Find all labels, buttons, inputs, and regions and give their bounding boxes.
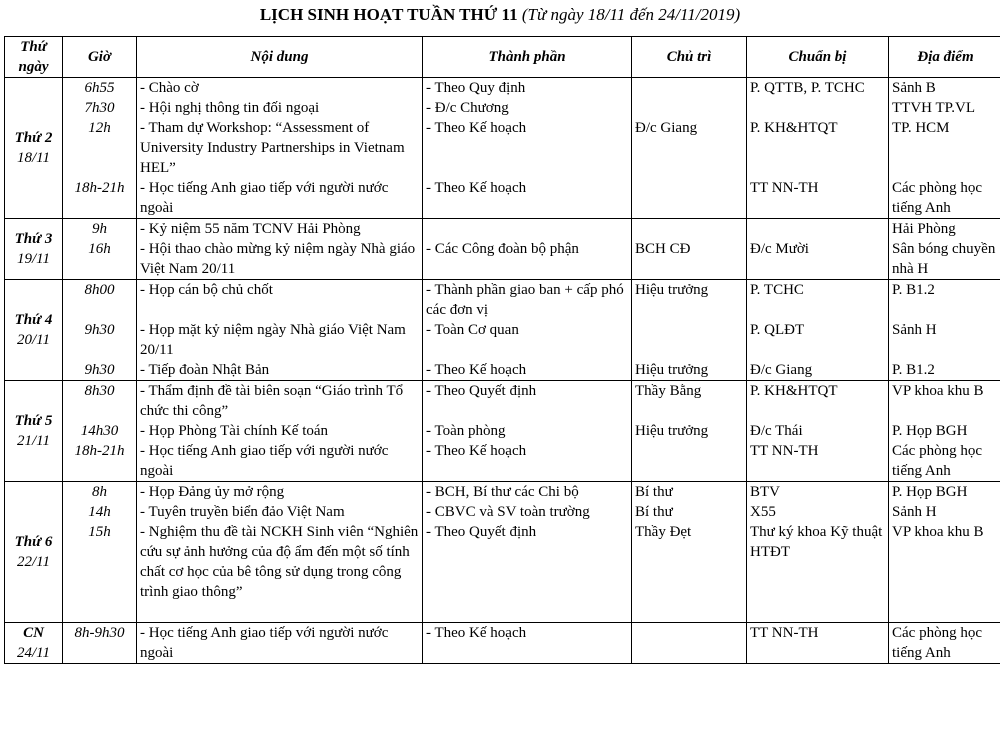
schedule-body <box>5 78 1000 664</box>
event-chair: Đ/c Giang <box>635 120 698 136</box>
event-location-cell <box>889 280 1000 381</box>
event-preparation-cell <box>747 482 889 623</box>
event-content: - Họp Phòng Tài chính Kế toán <box>140 423 329 439</box>
day-name: Thứ 4 <box>14 312 53 328</box>
event-participants: - Theo Kế hoạch <box>426 180 527 196</box>
day-row <box>5 381 1000 482</box>
event-preparation: TT NN-TH <box>750 625 819 641</box>
event-location-cell <box>889 381 1000 482</box>
event-preparation: Thư ký khoa Kỹ thuật HTĐT <box>750 524 883 560</box>
day-date: 24/11 <box>16 645 51 661</box>
event-content-cell <box>137 280 423 381</box>
event-chair <box>635 441 743 481</box>
event-chair <box>635 78 743 98</box>
event-chair <box>635 98 743 118</box>
event-participants: - Toàn phòng <box>426 423 506 439</box>
event-time: 12h <box>88 120 111 136</box>
event-location: VP khoa khu B <box>892 524 984 540</box>
event-location: Các phòng học tiếng Anh <box>892 443 982 479</box>
event-time: 18h-21h <box>74 180 125 196</box>
event-participants-cell <box>423 623 632 664</box>
event-time-cell <box>63 381 137 482</box>
header-preparation: Chuẩn bị <box>747 37 889 78</box>
event-chair-cell <box>632 381 747 482</box>
event-time: 8h <box>92 484 107 500</box>
day-date: 22/11 <box>16 554 51 570</box>
event-location: Các phòng học tiếng Anh <box>892 180 982 216</box>
event-chair <box>635 320 743 360</box>
day-row <box>5 482 1000 623</box>
event-location: P. B1.2 <box>892 282 935 298</box>
event-content: - Học tiếng Anh giao tiếp với người nước ngoài <box>140 443 389 479</box>
day-name: CN <box>23 625 44 641</box>
event-preparation: P. KH&HTQT <box>750 120 838 136</box>
event-chair <box>635 623 743 663</box>
event-chair <box>635 219 743 239</box>
title-main: LỊCH SINH HOẠT TUẦN THỨ 11 <box>259 5 518 24</box>
event-chair: Hiệu trưởng <box>635 362 709 378</box>
event-preparation: TT NN-TH <box>750 443 819 459</box>
event-content: - Hội thao chào mừng kỷ niệm ngày Nhà giáo Việt Nam 20/11 <box>140 241 416 277</box>
event-location-cell <box>889 482 1000 623</box>
event-chair: Hiệu trưởng <box>635 423 709 439</box>
day-row <box>5 78 1000 219</box>
event-preparation-cell <box>747 78 889 219</box>
day-cell <box>5 219 63 280</box>
event-content-cell <box>137 78 423 219</box>
event-preparation <box>750 98 885 118</box>
event-chair-cell <box>632 219 747 280</box>
day-name: Thứ 2 <box>14 130 53 146</box>
event-preparation-cell <box>747 219 889 280</box>
event-preparation: BTV <box>750 484 780 500</box>
day-date: 18/11 <box>16 150 51 166</box>
event-preparation: Đ/c Mười <box>750 241 809 257</box>
event-participants: - Theo Quy định <box>426 80 526 96</box>
event-preparation-cell <box>747 623 889 664</box>
event-preparation: TT NN-TH <box>750 180 819 196</box>
event-time: 7h30 <box>84 100 115 116</box>
header-chair: Chủ trì <box>632 37 747 78</box>
day-cell <box>5 381 63 482</box>
event-content: - Tuyên truyền biển đảo Việt Nam <box>140 504 345 520</box>
event-location: P. Họp BGH <box>892 423 968 439</box>
event-content-cell <box>137 623 423 664</box>
event-content: - Học tiếng Anh giao tiếp với người nước ngoài <box>140 180 389 216</box>
page-title <box>0 4 1000 26</box>
event-content: - Tham dự Workshop: “Assessment of University Industry Partnerships in Vietnam HEL” <box>140 120 405 176</box>
day-name: Thứ 5 <box>14 413 53 429</box>
event-location-cell <box>889 78 1000 219</box>
event-chair-cell <box>632 280 747 381</box>
event-participants: - Theo Kế hoạch <box>426 362 527 378</box>
event-chair: Bí thư <box>635 504 673 520</box>
event-participants: - Thành phần giao ban + cấp phó các đơn vị <box>426 282 624 318</box>
event-location: Các phòng học tiếng Anh <box>892 625 982 661</box>
event-time: 18h-21h <box>74 443 125 459</box>
event-participants-cell <box>423 219 632 280</box>
event-location: Sảnh H <box>892 504 937 520</box>
event-time: 8h00 <box>84 282 115 298</box>
day-name: Thứ 6 <box>14 534 53 550</box>
event-chair: Thầy Bằng <box>635 383 702 399</box>
header-location: Địa điểm <box>889 37 1000 78</box>
event-participants: - Theo Quyết định <box>426 383 537 399</box>
event-content: - Thẩm định đề tài biên soạn “Giáo trình Tổ chức thi công” <box>140 383 404 419</box>
event-time: 9h30 <box>84 322 115 338</box>
event-chair: BCH CĐ <box>635 241 691 257</box>
event-preparation-cell <box>747 280 889 381</box>
event-location-cell <box>889 623 1000 664</box>
event-participants: - Theo Quyết định <box>426 524 537 540</box>
event-location: VP khoa khu B <box>892 383 984 399</box>
event-content: - Kỷ niệm 55 năm TCNV Hải Phòng <box>140 221 361 237</box>
header-content: Nội dung <box>137 37 423 78</box>
event-participants: - Theo Kế hoạch <box>426 625 527 641</box>
event-time: 14h <box>88 504 111 520</box>
event-chair-cell <box>632 482 747 623</box>
event-location: Sảnh H <box>892 322 937 338</box>
event-time: 9h <box>92 221 107 237</box>
event-location: P. B1.2 <box>892 362 935 378</box>
event-time: 16h <box>88 241 111 257</box>
day-cell <box>5 623 63 664</box>
event-preparation: Đ/c Thái <box>750 423 803 439</box>
event-preparation: Đ/c Giang <box>750 362 813 378</box>
day-row <box>5 623 1000 664</box>
event-location-cell <box>889 219 1000 280</box>
event-chair <box>635 178 743 218</box>
event-time: 6h55 <box>84 80 115 96</box>
event-content: - Học tiếng Anh giao tiếp với người nước ngoài <box>140 625 389 661</box>
event-chair: Hiệu trưởng <box>635 282 709 298</box>
event-participants <box>426 219 628 239</box>
title-date-range: (Từ ngày 18/11 đến 24/11/2019) <box>521 5 741 24</box>
event-content: - Nghiệm thu đề tài NCKH Sinh viên “Nghiên cứu sự ảnh hưởng của độ ẩm đến một số tính chất cơ học của bê tông sử dụng trong công trình giao thông” <box>140 524 419 600</box>
event-preparation: P. QTTB, P. TCHC <box>750 80 865 96</box>
event-preparation: P. TCHC <box>750 282 804 298</box>
event-time: 8h30 <box>84 383 115 399</box>
day-cell <box>5 280 63 381</box>
event-chair: Bí thư <box>635 484 673 500</box>
event-content: - Chào cờ <box>140 80 199 96</box>
event-chair-cell <box>632 623 747 664</box>
event-participants: - Đ/c Chương <box>426 100 509 116</box>
event-participants-cell <box>423 482 632 623</box>
event-content-cell <box>137 381 423 482</box>
header-day: Thứ ngày <box>5 37 63 78</box>
header-time: Giờ <box>63 37 137 78</box>
event-participants-cell <box>423 381 632 482</box>
event-preparation: X55 <box>750 504 776 520</box>
header-row <box>5 37 1000 78</box>
event-location: TP. HCM <box>892 120 950 136</box>
event-time: 8h-9h30 <box>74 625 125 641</box>
event-time: 14h30 <box>80 423 119 439</box>
event-participants-cell <box>423 280 632 381</box>
event-preparation: P. QLĐT <box>750 322 805 338</box>
event-participants: - Toàn Cơ quan <box>426 322 519 338</box>
day-row <box>5 219 1000 280</box>
event-time-cell <box>63 482 137 623</box>
event-location: P. Họp BGH <box>892 484 968 500</box>
event-time: 15h <box>88 524 111 540</box>
event-location: TTVH TP.VL <box>892 100 976 116</box>
event-content-cell <box>137 219 423 280</box>
event-content: - Hội nghị thông tin đối ngoại <box>140 100 320 116</box>
day-row <box>5 280 1000 381</box>
day-date: 20/11 <box>16 332 51 348</box>
day-date: 19/11 <box>16 251 51 267</box>
event-time: 9h30 <box>84 362 115 378</box>
event-content: - Họp mặt kỷ niệm ngày Nhà giáo Việt Nam 20/11 <box>140 322 406 358</box>
schedule-table <box>4 36 1000 664</box>
event-content: - Tiếp đoàn Nhật Bản <box>140 362 270 378</box>
event-participants: - Theo Kế hoạch <box>426 443 527 459</box>
event-time-cell <box>63 623 137 664</box>
day-cell <box>5 482 63 623</box>
header-participants: Thành phần <box>423 37 632 78</box>
event-participants-cell <box>423 78 632 219</box>
event-time-cell <box>63 280 137 381</box>
event-preparation: P. KH&HTQT <box>750 383 838 399</box>
event-location: Sảnh B <box>892 80 936 96</box>
event-chair-cell <box>632 78 747 219</box>
day-name: Thứ 3 <box>14 231 53 247</box>
day-cell <box>5 78 63 219</box>
event-participants: - BCH, Bí thư các Chi bộ <box>426 484 579 500</box>
event-participants: - Các Công đoàn bộ phận <box>426 241 579 257</box>
day-date: 21/11 <box>16 433 51 449</box>
event-content: - Họp cán bộ chủ chốt <box>140 282 273 298</box>
event-time-cell <box>63 78 137 219</box>
event-participants: - Theo Kế hoạch <box>426 120 527 136</box>
event-content: - Họp Đảng ủy mở rộng <box>140 484 285 500</box>
event-content-cell <box>137 482 423 623</box>
event-participants: - CBVC và SV toàn trường <box>426 504 590 520</box>
event-location: Hải Phòng <box>892 221 956 237</box>
event-chair: Thầy Đẹt <box>635 524 692 540</box>
event-preparation-cell <box>747 381 889 482</box>
event-preparation <box>750 219 885 239</box>
event-time-cell <box>63 219 137 280</box>
event-location: Sân bóng chuyền nhà H <box>892 241 996 277</box>
